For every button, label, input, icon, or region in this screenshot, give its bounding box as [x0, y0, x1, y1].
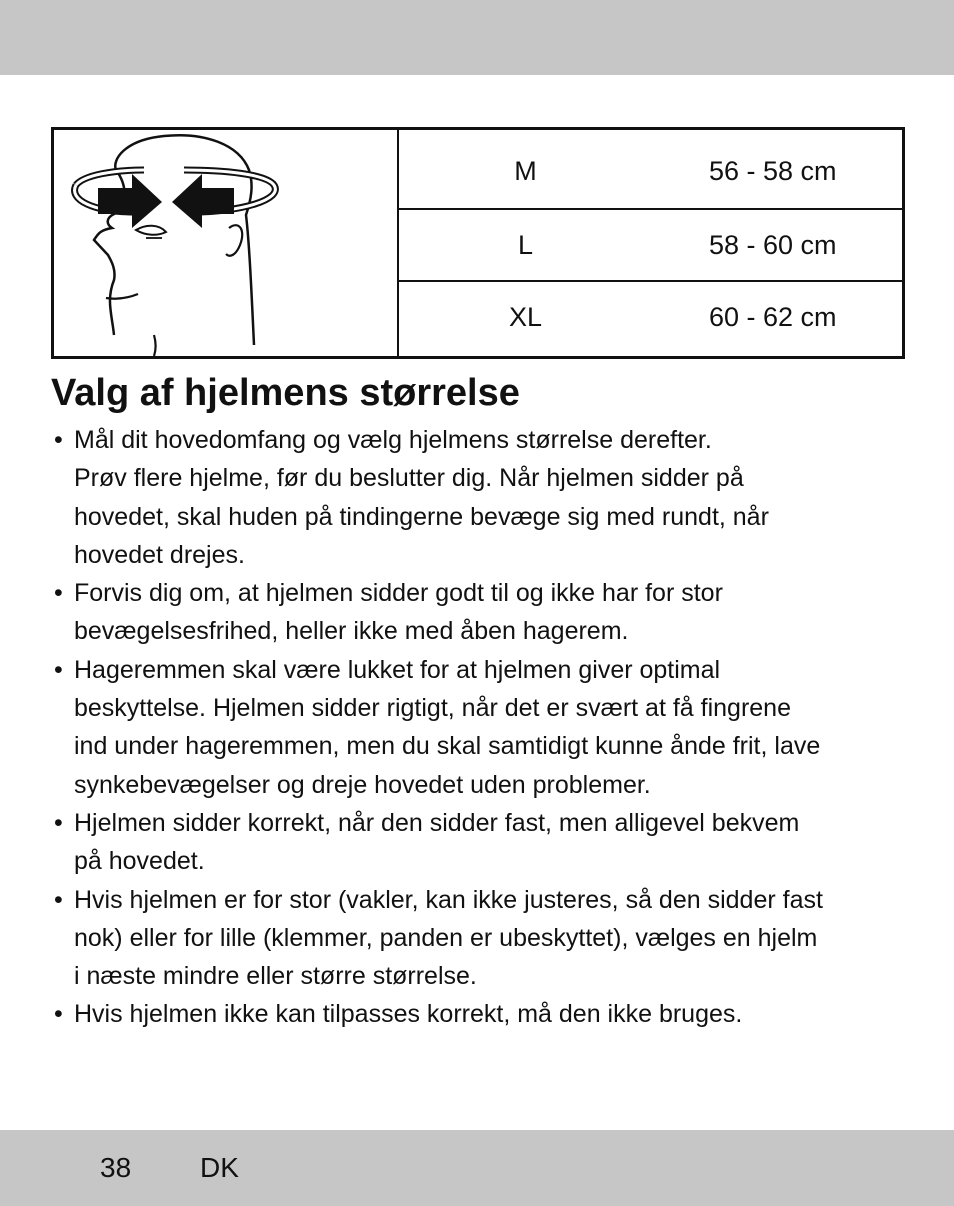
size-label: L	[517, 230, 534, 260]
list-item-line: Hjelmen sidder korrekt, når den sidder fast, men alligevel bekvem	[74, 808, 800, 837]
size-table	[51, 127, 905, 359]
size-row	[399, 210, 902, 282]
list-item-line: nok) eller for lille (klemmer, panden er ubeskyttet), vælges en hjelm	[74, 923, 818, 952]
list-item-line: Prøv flere hjelme, før du beslutter dig. Når hjelmen sidder på	[74, 464, 744, 493]
list-item	[54, 421, 914, 574]
instruction-list	[54, 421, 914, 1034]
list-item-line: Mål dit hovedomfang og vælg hjelmens størrelse derefter.	[74, 426, 712, 454]
list-item	[54, 881, 914, 996]
size-row	[399, 282, 902, 356]
head-with-arrows-icon	[54, 130, 397, 356]
header-bar	[0, 0, 954, 75]
language-code: DK	[200, 1152, 239, 1183]
bullet-icon: •	[54, 1000, 63, 1029]
list-item-line: på hovedet.	[74, 847, 205, 876]
list-item-line: Hvis hjelmen ikke kan tilpasses korrekt, må den ikke bruges.	[74, 1000, 743, 1029]
list-item-line: Hageremmen skal være lukket for at hjelmen giver optimal	[74, 655, 721, 684]
bullet-icon: •	[54, 655, 63, 684]
footer-bar	[0, 1130, 954, 1206]
list-item-line: ind under hageremmen, men du skal samtidigt kunne ånde frit, lave	[74, 732, 821, 761]
size-label: XL	[508, 302, 543, 332]
bullet-icon: •	[54, 808, 63, 837]
size-range: 58 - 60 cm	[709, 230, 837, 260]
bullet-icon: •	[54, 426, 63, 454]
list-item	[54, 995, 914, 1033]
head-measurement-illustration	[54, 130, 399, 356]
list-item-line: i næste mindre eller større størrelse.	[74, 962, 477, 991]
list-item	[54, 651, 914, 804]
page-number: 38	[100, 1152, 132, 1183]
bullet-icon: •	[54, 885, 63, 914]
size-range: 60 - 62 cm	[709, 302, 837, 332]
size-range: 56 - 58 cm	[709, 156, 837, 186]
size-label: M	[514, 156, 537, 186]
list-item	[54, 574, 914, 651]
list-item-line: beskyttelse. Hjelmen sidder rigtigt, når det er svært at få fingrene	[74, 694, 791, 723]
list-item-line: bevægelsesfrihed, heller ikke med åben hagerem.	[74, 617, 629, 646]
list-item-line: hovedet drejes.	[74, 540, 245, 569]
section-title: Valg af hjelmens størrelse	[51, 372, 520, 414]
size-row	[399, 130, 902, 210]
list-item-line: synkebevægelser og dreje hovedet uden problemer.	[74, 770, 651, 799]
list-item-line: Forvis dig om, at hjelmen sidder godt til og ikke har for stor	[74, 579, 723, 608]
size-rows	[399, 130, 902, 356]
bullet-icon: •	[54, 579, 63, 608]
list-item-line: Hvis hjelmen er for stor (vakler, kan ikke justeres, så den sidder fast	[74, 885, 823, 914]
list-item-line: hovedet, skal huden på tindingerne bevæge sig med rundt, når	[74, 502, 769, 531]
list-item	[54, 804, 914, 881]
